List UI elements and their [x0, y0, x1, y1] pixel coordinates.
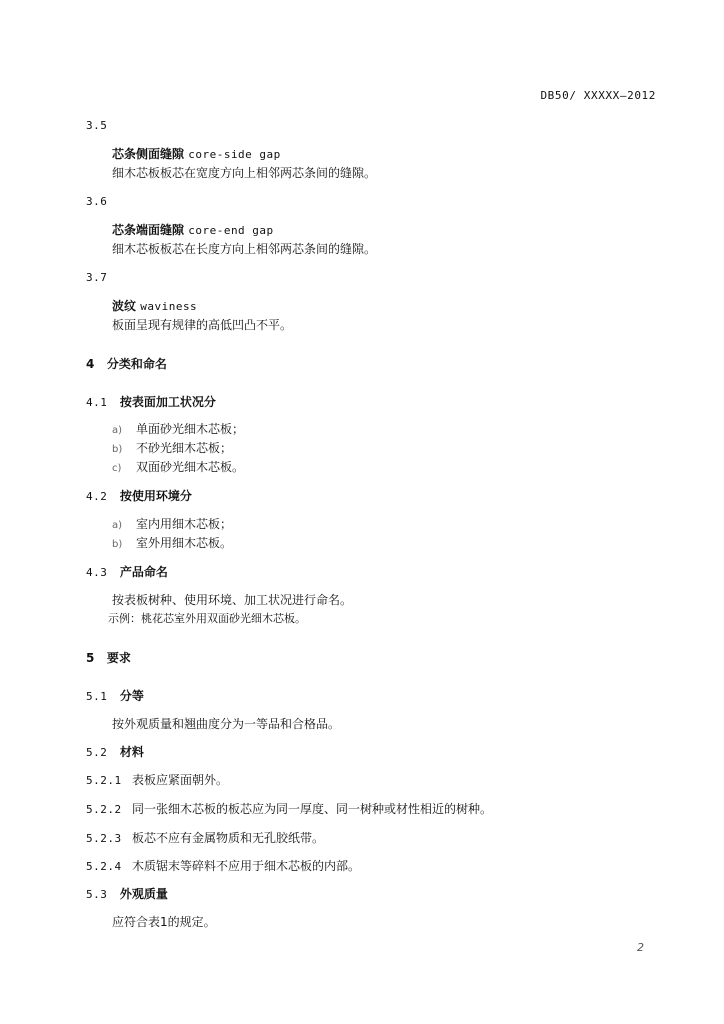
subsection-heading: 4.2 按使用环境分 [86, 489, 192, 503]
clause: 5.2.3 板芯不应有金属物质和无孔胶纸带。 [86, 831, 325, 845]
subsection-heading: 5.2 材料 [86, 745, 144, 759]
paragraph: 按外观质量和翘曲度分为一等品和合格品。 [112, 717, 341, 731]
clause-number: 3.6 [86, 195, 108, 208]
example-note: 示例：桃花芯室外用双面砂光细木芯板。 [108, 612, 306, 625]
document-code: DB50/ XXXXX—2012 [540, 89, 656, 102]
list-item: b) 室外用细木芯板。 [112, 535, 232, 553]
clause-number: 3.5 [86, 119, 108, 132]
subsection-heading: 5.3 外观质量 [86, 887, 168, 901]
list-item: b) 不砂光细木芯板； [112, 440, 232, 458]
subsection-heading: 4.3 产品命名 [86, 565, 168, 579]
clause: 5.2.1 表板应紧面朝外。 [86, 773, 229, 787]
subsection-heading: 5.1 分等 [86, 689, 144, 703]
section-heading: 5 要求 [86, 651, 131, 665]
paragraph: 应符合表1的规定。 [112, 915, 216, 929]
term-description: 细木芯板板芯在宽度方向上相邻两芯条间的缝隙。 [112, 166, 377, 180]
paragraph: 按表板树种、使用环境、加工状况进行命名。 [112, 593, 353, 607]
clause-number: 5.2.1 [86, 774, 122, 787]
term-description: 板面呈现有规律的高低凹凸不平。 [112, 318, 293, 332]
clause: 5.2.2 同一张细木芯板的板芯应为同一厚度、同一树种或材性相近的树种。 [86, 802, 493, 816]
term-en: core-side gap [188, 148, 281, 161]
clause-number: 5.2.2 [86, 803, 122, 816]
page-number: 2 [637, 941, 644, 954]
list-marker: a) [112, 520, 123, 531]
term-title [112, 298, 197, 315]
clause-number: 3.7 [86, 271, 108, 284]
term-cn: 波纹 [112, 299, 137, 313]
clause-number: 5.2.3 [86, 832, 122, 845]
term-en: core-end gap [188, 224, 274, 237]
subsection-heading: 4.1 按表面加工状况分 [86, 395, 216, 409]
clause: 5.2.4 木质锯末等碎料不应用于细木芯板的内部。 [86, 859, 361, 873]
list-marker: c) [112, 463, 122, 474]
list-item: a) 室内用细木芯板； [112, 516, 232, 534]
list-item: c) 双面砂光细木芯板。 [112, 459, 244, 477]
term-title [112, 146, 281, 163]
term-description: 细木芯板板芯在长度方向上相邻两芯条间的缝隙。 [112, 242, 377, 256]
term-cn: 芯条侧面缝隙 [112, 147, 185, 161]
list-marker: a) [112, 425, 123, 436]
list-marker: b) [112, 539, 123, 550]
term-cn: 芯条端面缝隙 [112, 223, 185, 237]
list-marker: b) [112, 444, 123, 455]
clause-number: 5.2.4 [86, 860, 122, 873]
section-heading: 4 分类和命名 [86, 357, 167, 371]
list-item: a) 单面砂光细木芯板； [112, 421, 244, 439]
term-title [112, 222, 274, 239]
term-en: waviness [140, 300, 198, 313]
